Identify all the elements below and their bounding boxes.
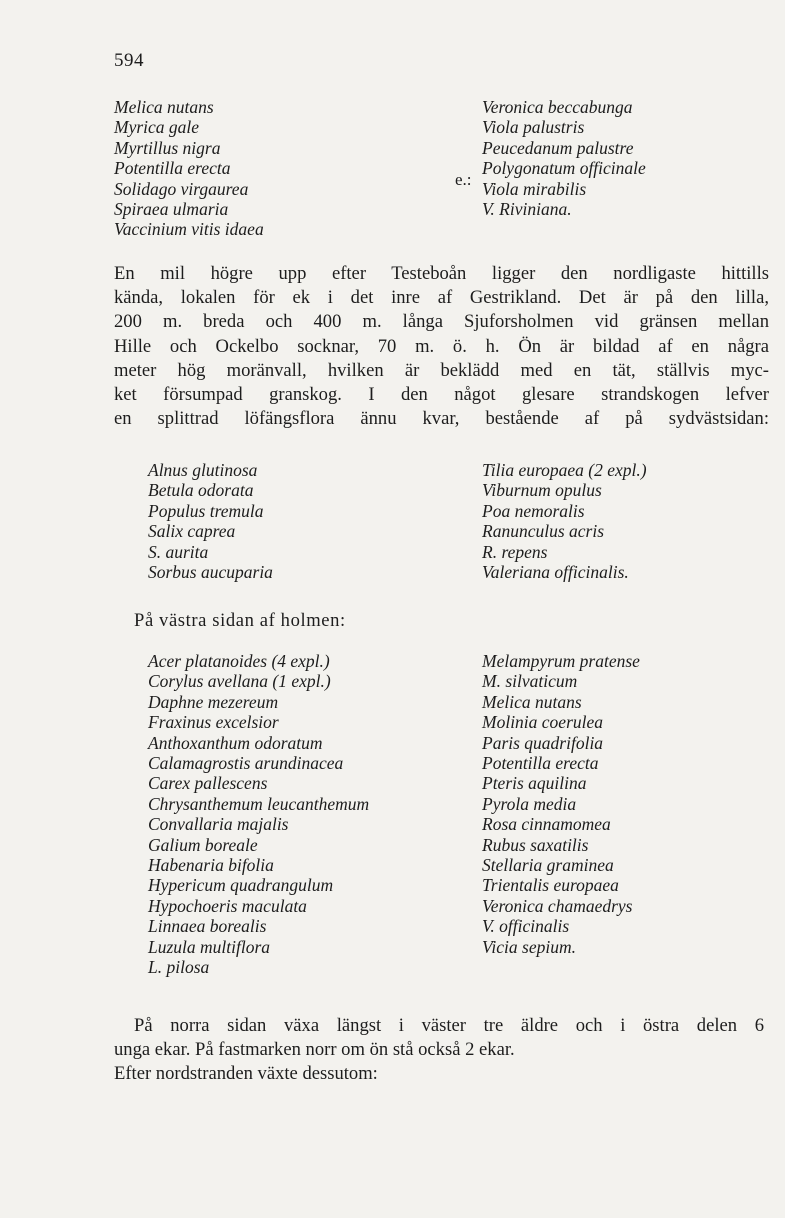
list-item: Chrysanthemum leucanthemum	[148, 793, 370, 814]
list-item: Molinia coerulea	[482, 712, 604, 733]
list-item: Spiraea ulmaria	[114, 199, 229, 220]
list-item: Poa nemoralis	[482, 500, 585, 521]
list-item: Daphne mezereum	[148, 691, 279, 712]
list-item: Stellaria graminea	[482, 855, 614, 876]
list-item: Potentilla erecta	[114, 158, 231, 179]
paragraph-line: En mil högre upp efter Testeboån ligger den nordligaste hittills	[114, 263, 769, 284]
list-item: M. silvaticum	[482, 671, 578, 692]
list-item: Acer platanoides (4 expl.)	[148, 651, 330, 671]
list-item: Veronica chamaedrys	[482, 895, 633, 916]
list-item: Fraxinus excelsior	[148, 712, 279, 733]
list-item: Solidago virgaurea	[114, 178, 249, 199]
list-item: Pteris aquilina	[482, 773, 587, 794]
list-item: L. pilosa	[148, 957, 210, 978]
list-item: S. aurita	[148, 541, 209, 562]
list-item: Corylus avellana (1 expl.)	[148, 671, 331, 692]
list-item: Paris quadrifolia	[482, 732, 604, 753]
species-list-1-left	[114, 97, 264, 240]
species-list-1-right	[482, 97, 646, 219]
list-item: Tilia europaea (2 expl.)	[482, 460, 647, 480]
list-item: Habenaria bifolia	[148, 855, 274, 876]
list-item: Viburnum opulus	[482, 480, 602, 501]
list-item: V. officinalis	[482, 916, 570, 937]
list-item: Polygonatum officinale	[482, 158, 646, 179]
paragraph-line: ket försumpad granskog. I den något glesare strandskogen lefver	[114, 384, 769, 406]
section-heading-west: På västra sidan af holmen:	[134, 610, 346, 631]
list-item: Alnus glutinosa	[148, 460, 258, 480]
paragraph-oak-locality	[114, 262, 769, 431]
list-item: Hypochoeris maculata	[148, 895, 307, 916]
list-item: Betula odorata	[148, 480, 254, 501]
list-item: Sorbus aucuparia	[148, 562, 273, 583]
list-item: V. Riviniana.	[482, 199, 572, 220]
list-item: Hypericum quadrangulum	[148, 875, 334, 896]
list-item: Anthoxanthum odoratum	[148, 732, 323, 753]
list-item: Melica nutans	[482, 691, 582, 712]
species-list-3-left	[148, 651, 369, 978]
list-item: Convallaria majalis	[148, 814, 289, 835]
list-item: Vaccinium vitis idaea	[114, 219, 264, 240]
paragraph-line: 200 m. breda och 400 m. långa Sjuforsholmen vid gränsen mellan	[114, 311, 769, 333]
list-item: R. repens	[482, 541, 548, 562]
list-item: Luzula multiflora	[148, 936, 271, 957]
list-prefix: e.:	[455, 170, 472, 189]
list-item: Myrica gale	[114, 117, 200, 138]
paragraph-line: kända, lokalen för ek i det inre af Gestrikland. Det är på den lilla,	[114, 287, 769, 309]
list-item: Trientalis europaea	[482, 875, 619, 896]
list-item: Salix caprea	[148, 521, 236, 542]
species-list-2-right	[482, 460, 647, 582]
paragraph-line: unga ekar. På fastmarken norr om ön stå också 2 ekar.	[114, 1039, 515, 1061]
paragraph-line: Efter nordstranden växte dessutom:	[114, 1063, 378, 1085]
list-item: Galium boreale	[148, 834, 258, 855]
list-item: Myrtillus nigra	[114, 137, 221, 158]
list-item: Potentilla erecta	[482, 753, 599, 774]
list-item: Rubus saxatilis	[482, 834, 589, 855]
list-item: Veronica beccabunga	[482, 97, 633, 117]
paragraph-line: meter hög moränvall, hvilken är beklädd med en tät, ställvis myc-	[114, 359, 769, 381]
paragraph-line: Hille och Ockelbo socknar, 70 m. ö. h. Ön är bildad af en några	[114, 335, 769, 357]
list-item: Melampyrum pratense	[482, 651, 640, 671]
list-item: Ranunculus acris	[482, 521, 605, 542]
list-item: Calamagrostis arundinacea	[148, 753, 344, 774]
list-item: Viola mirabilis	[482, 178, 587, 199]
list-item: Peucedanum palustre	[482, 137, 634, 158]
list-item: Pyrola media	[482, 793, 577, 814]
list-item: Linnaea borealis	[148, 916, 267, 937]
list-item: Melica nutans	[114, 97, 214, 117]
paragraph-north-side	[114, 1014, 764, 1087]
list-item: Rosa cinnamomea	[482, 814, 611, 835]
list-item: Carex pallescens	[148, 773, 268, 794]
page-number: 594	[114, 50, 144, 71]
list-item: Viola palustris	[482, 117, 585, 138]
list-item: Vicia sepium.	[482, 936, 576, 957]
species-list-2-left	[148, 460, 273, 582]
list-item: Valeriana officinalis.	[482, 562, 629, 583]
list-item: Populus tremula	[148, 500, 264, 521]
paragraph-line: På norra sidan växa längst i väster tre äldre och i östra delen 6	[134, 1015, 764, 1036]
species-list-3-right	[482, 651, 640, 957]
paragraph-line: en splittrad löfängsflora ännu kvar, bestående af på sydvästsidan:	[114, 408, 769, 430]
